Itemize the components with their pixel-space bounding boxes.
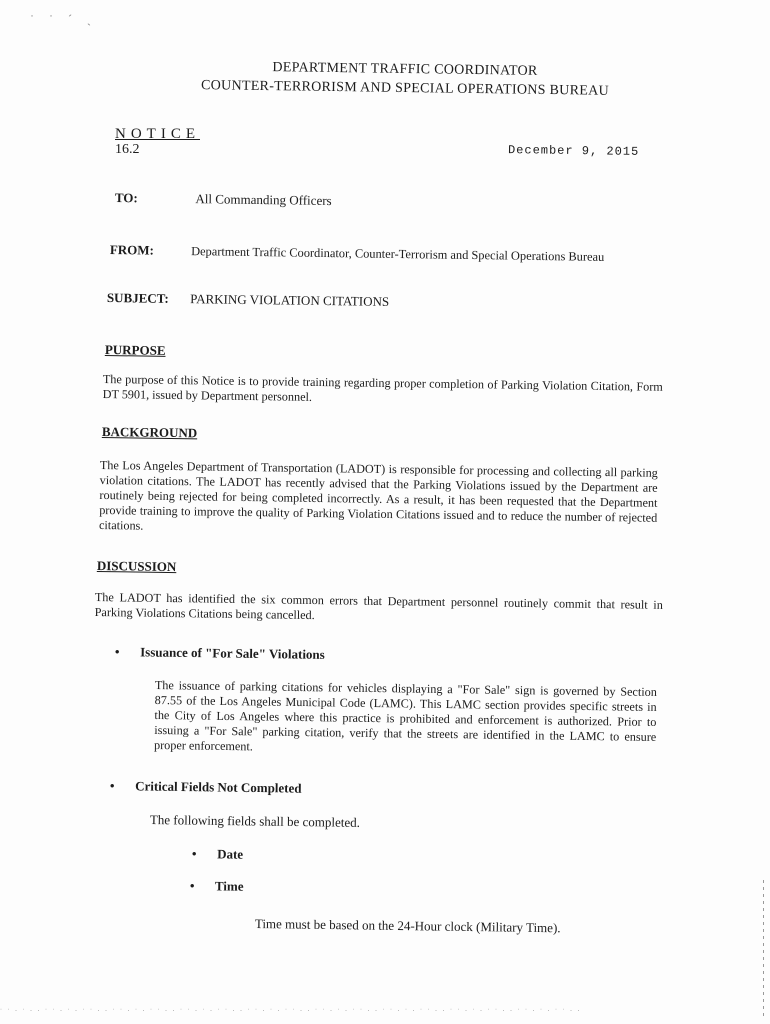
to-label: TO: [114,190,138,206]
background-paragraph: The Los Angeles Department of Transportation (LADOT) is responsible for processing and collecting all parking violation citations. The LADOT has recently advised that the Parking Violations issued by the Department are routinely being rejected for being completed incorrectly. As a result, it has been requested that the Department provide training to improve the quality of Parking Violation Citations issued and to reduce the number of rejected citations. [98,458,658,533]
sub-bullet-mark: • [189,878,195,894]
from-value: Department Traffic Coordinator, Counter-Terrorism and Special Operations Bureau [191,244,605,264]
sub-bullet-date-label: Date [217,846,244,862]
document-header [180,60,630,98]
bullet-mark: • [109,778,115,794]
for-sale-paragraph: The issuance of parking citations for vehicles displaying a "For Sale" sign is governed by Section 87.55 of the Los Angeles Municipal Code (LAMC). This LAMC section provides specific streets in the City of Los Angeles where this practice is prohibited and enforcement is authorized. Prior to issuing a "For Sale" parking citation, verify that the streets are identified in the LAMC to ensure proper enforcement. [153,678,657,754]
header-line-2: COUNTER-TERRORISM AND SPECIAL OPERATIONS BUREAU [200,78,610,99]
notice-date: December 9, 2015 [507,143,640,159]
bullet-critical-fields [110,778,302,797]
bullet-for-sale [115,644,325,663]
subject-value: PARKING VIOLATION CITATIONS [190,291,390,309]
background-heading: BACKGROUND [101,424,198,441]
notice-number: 16.2 [115,142,140,157]
sub-bullet-mark: • [191,846,197,862]
discussion-heading: DISCUSSION [96,558,177,575]
scan-noise-strip: · · ․ · ․ ․ · · ․ · ․ · · ․ ․ · · ․ · ․ · · ․ ․ · · ․ · ․ · · ․ ․ · · ․ · ․ · · ․ ․ · · ․ · ․ · · ․ ․ · · ․ · ․ · · ․ ․ · · ․ · ․ · · ․ ․ · · ․ · ․ · · ․ ․ [0,1007,582,1013]
bullet-for-sale-title: Issuance of "For Sale" Violations [140,644,325,662]
header-line-1: DEPARTMENT TRAFFIC COORDINATOR [272,60,538,79]
to-value: All Commanding Officers [195,191,332,209]
discussion-paragraph: The LADOT has identified the six common errors that Department personnel routinely commit that result in Parking Violations Citations being cancelled. [94,590,663,623]
sub-bullet-time [190,878,244,895]
bullet-mark: • [114,644,120,660]
purpose-heading: PURPOSE [104,342,166,358]
scan-edge-artifact [763,880,764,1020]
memo-from-row [110,242,605,265]
sub-bullet-time-label: Time [214,878,244,894]
subject-label: SUBJECT: [106,290,169,306]
sub-bullet-date [192,846,243,863]
bullet-critical-fields-title: Critical Fields Not Completed [135,778,302,796]
memo-subject-row [107,290,389,310]
from-label: FROM: [109,242,155,258]
critical-fields-paragraph: The following fields shall be completed. [149,812,361,830]
notice-title: NOTICE [115,126,200,142]
purpose-paragraph: The purpose of this Notice is to provide training regarding proper completion of Parking Violation Citation, Form DT 5901, issued by Department personnel. [102,372,663,404]
time-note: Time must be based on the 24-Hour clock (Military Time). [254,916,561,936]
memo-to-row [115,190,332,209]
notice-block [115,126,200,157]
scan-artifact: ˙ ˙ ˊ ˏ [30,12,97,26]
